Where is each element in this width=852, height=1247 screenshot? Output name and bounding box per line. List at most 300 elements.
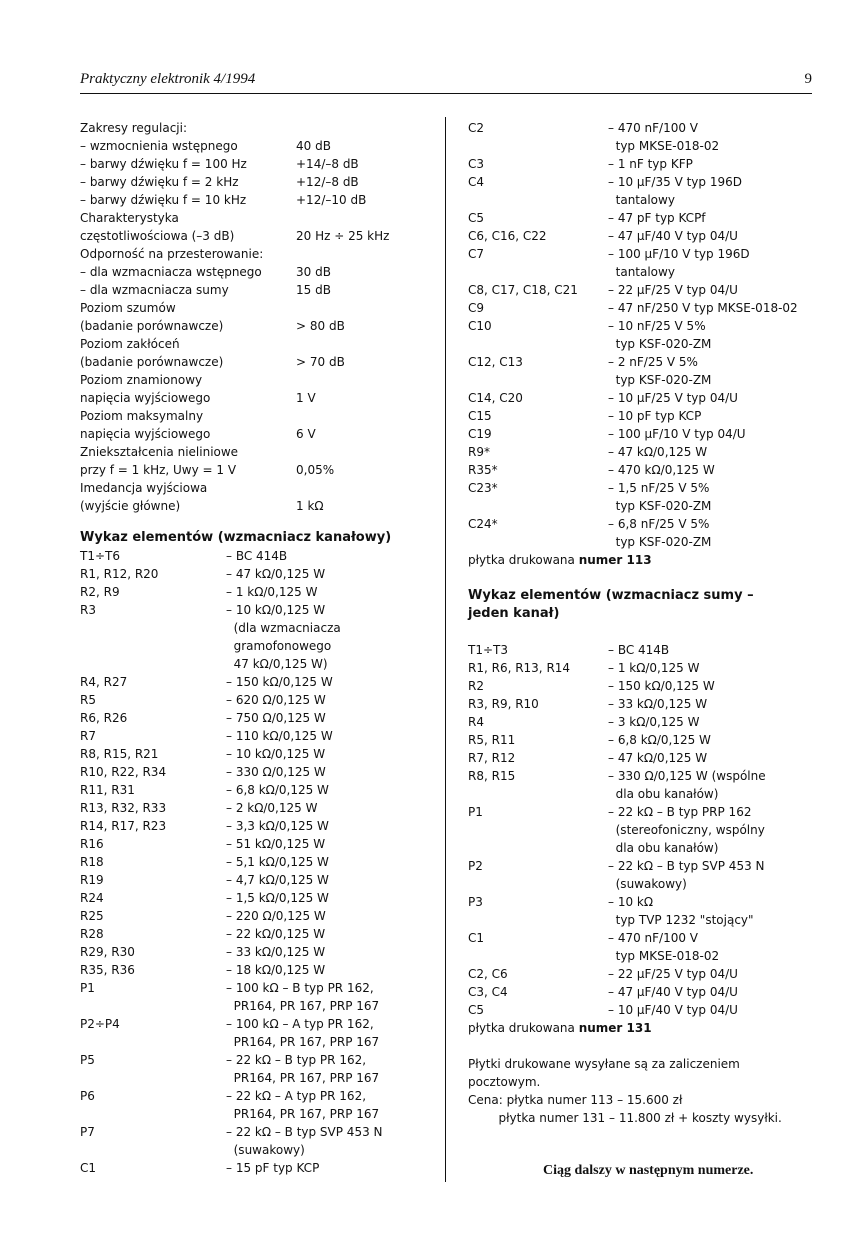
list-item — [80, 227, 436, 245]
item-label: Zakresy regulacji: — [80, 121, 188, 135]
list-item — [468, 389, 828, 407]
list-item — [468, 425, 828, 443]
list-item — [468, 407, 828, 425]
list-item — [468, 155, 828, 173]
item-value: – 620 Ω/0,125 W — [226, 693, 326, 707]
item-label: – wzmocnienia wstępnego — [80, 139, 238, 153]
list-item — [468, 965, 828, 983]
item-value: – 750 Ω/0,125 W — [226, 711, 326, 725]
item-value: 1 kΩ — [296, 499, 324, 513]
item-label: – dla wzmacniacza sumy — [80, 283, 229, 297]
list-item — [468, 983, 828, 1001]
item-value: – 470 nF/100 V — [608, 121, 699, 135]
item-value: – 110 kΩ/0,125 W — [226, 729, 333, 743]
list-item — [80, 673, 436, 691]
item-label: Poziom zakłóceń — [80, 337, 180, 351]
item-value: > 80 dB — [296, 319, 345, 333]
list-item — [80, 1159, 436, 1177]
item-value: – 22 kΩ/0,125 W — [226, 927, 326, 941]
list-item — [80, 425, 436, 443]
list-item — [80, 889, 436, 907]
running-header — [80, 71, 812, 94]
item-label: Poziom szumów — [80, 301, 176, 315]
item-label: C23* — [468, 481, 498, 495]
list-item — [80, 479, 436, 497]
item-value: – BC 414B — [226, 549, 288, 563]
item-value: – 100 kΩ – A typ PR 162, — [226, 1017, 374, 1031]
item-value: – 10 nF/25 V 5% — [608, 319, 706, 333]
item-value: – 22 kΩ – B typ SVP 453 N — [608, 859, 765, 873]
item-label: C4 — [468, 175, 485, 189]
list-item — [80, 1105, 436, 1123]
parts-heading-sum-amp-line1: Wykaz elementów (wzmacniacz sumy – — [468, 588, 754, 603]
list-item — [80, 1141, 436, 1159]
item-value: 15 dB — [296, 283, 331, 297]
item-value: – 4,7 kΩ/0,125 W — [226, 873, 329, 887]
shipping-line: Płytki drukowane wysyłane są za zaliczeniem — [468, 1057, 740, 1071]
item-label: C9 — [468, 301, 485, 315]
list-item — [80, 727, 436, 745]
list-item — [468, 515, 828, 533]
item-value: typ TVP 1232 "stojący" — [608, 913, 754, 927]
item-label: R24 — [80, 891, 104, 905]
list-item — [80, 871, 436, 889]
item-label: – dla wzmacniacza wstępnego — [80, 265, 262, 279]
list-item — [80, 943, 436, 961]
spec-list — [80, 119, 436, 515]
item-value: (suwakowy) — [226, 1143, 305, 1157]
item-value: (stereofoniczny, wspólny — [608, 823, 765, 837]
shipping-line: pocztowym. — [468, 1075, 541, 1089]
item-label: C2 — [468, 121, 485, 135]
item-label: Zniekształcenia nieliniowe — [80, 445, 239, 459]
price-line: płytka numer 131 – 11.800 zł + koszty wysyłki. — [468, 1111, 782, 1125]
item-label: R25 — [80, 909, 104, 923]
item-label: R4, R27 — [80, 675, 128, 689]
item-value: – 330 Ω/0,125 W (wspólne — [608, 769, 766, 783]
item-label: C24* — [468, 517, 498, 531]
item-label: T1÷T3 — [468, 643, 508, 657]
item-label — [468, 137, 608, 155]
item-label: (badanie porównawcze) — [80, 355, 224, 369]
item-value: typ KSF-020-ZM — [608, 373, 712, 387]
list-item — [468, 641, 828, 659]
item-label — [80, 619, 226, 637]
list-item — [80, 281, 436, 299]
item-value: gramofonowego — [226, 639, 332, 653]
list-item — [468, 461, 828, 479]
pcb-note-113: płytka drukowana numer 113 — [468, 553, 652, 567]
item-value: 47 kΩ/0,125 W) — [226, 657, 328, 671]
item-value: typ MKSE-018-02 — [608, 949, 720, 963]
list-item — [468, 929, 828, 947]
item-value: – 47 kΩ/0,125 W — [226, 567, 326, 581]
item-value: – 22 kΩ – B typ PR 162, — [226, 1053, 367, 1067]
list-item — [468, 263, 828, 281]
item-label: C8, C17, C18, C21 — [468, 283, 578, 297]
list-item — [80, 565, 436, 583]
item-value: 20 Hz ÷ 25 kHz — [296, 229, 390, 243]
list-item — [80, 263, 436, 281]
item-value: – 47 pF typ KCPf — [608, 211, 706, 225]
item-label — [468, 335, 608, 353]
item-label: C15 — [468, 409, 492, 423]
list-item — [80, 853, 436, 871]
item-label: P7 — [80, 1125, 95, 1139]
list-item — [80, 835, 436, 853]
item-value: – BC 414B — [608, 643, 670, 657]
item-label: przy f = 1 kHz, Uwy = 1 V — [80, 463, 237, 477]
list-item — [80, 299, 436, 317]
item-label: R35* — [468, 463, 498, 477]
item-label: C10 — [468, 319, 492, 333]
item-label: C7 — [468, 247, 485, 261]
item-value: – 22 kΩ – B typ SVP 453 N — [226, 1125, 383, 1139]
item-label: R7 — [80, 729, 96, 743]
list-item — [80, 1123, 436, 1141]
item-value: – 10 kΩ — [608, 895, 654, 909]
item-label: C14, C20 — [468, 391, 523, 405]
list-item — [468, 119, 828, 137]
item-label: R13, R32, R33 — [80, 801, 167, 815]
item-value: +12/–10 dB — [296, 193, 367, 207]
item-value: – 1,5 nF/25 V 5% — [608, 481, 710, 495]
item-value: – 1,5 kΩ/0,125 W — [226, 891, 329, 905]
list-item — [468, 857, 828, 875]
item-value: – 2 kΩ/0,125 W — [226, 801, 318, 815]
item-label: napięcia wyjściowego — [80, 427, 211, 441]
item-label: Charakterystyka — [80, 211, 179, 225]
item-label: C5 — [468, 1003, 485, 1017]
item-value: – 22 µF/25 V typ 04/U — [608, 283, 738, 297]
item-label: R14, R17, R23 — [80, 819, 167, 833]
item-label — [80, 1105, 226, 1123]
item-value: tantalowy — [608, 265, 675, 279]
item-label: C2, C6 — [468, 967, 508, 981]
item-label — [468, 839, 608, 857]
item-label: Poziom maksymalny — [80, 409, 204, 423]
item-value: PR164, PR 167, PRP 167 — [226, 1107, 380, 1121]
list-item — [468, 497, 828, 515]
item-value: – 33 kΩ/0,125 W — [226, 945, 326, 959]
list-item — [468, 353, 828, 371]
item-label — [80, 1069, 226, 1087]
left-column — [80, 119, 436, 1177]
item-value: (dla wzmacniacza — [226, 621, 341, 635]
item-label: R2, R9 — [80, 585, 120, 599]
list-item — [80, 925, 436, 943]
item-label: P1 — [80, 981, 95, 995]
item-value: – 6,8 nF/25 V 5% — [608, 517, 710, 531]
item-label: R16 — [80, 837, 104, 851]
item-label: C6, C16, C22 — [468, 229, 547, 243]
item-label — [468, 947, 608, 965]
item-label: R35, R36 — [80, 963, 135, 977]
list-item — [80, 961, 436, 979]
list-item — [468, 695, 828, 713]
item-label: P2 — [468, 859, 483, 873]
list-item — [468, 839, 828, 857]
list-item — [80, 907, 436, 925]
item-label: R5 — [80, 693, 96, 707]
item-label — [468, 263, 608, 281]
item-value: – 47 kΩ/0,125 W — [608, 751, 708, 765]
list-item — [468, 479, 828, 497]
list-item — [80, 1087, 436, 1105]
item-label — [468, 785, 608, 803]
list-item — [468, 191, 828, 209]
list-item — [80, 155, 436, 173]
right-column — [468, 119, 828, 1127]
item-label: P1 — [468, 805, 483, 819]
item-value: PR164, PR 167, PRP 167 — [226, 999, 380, 1013]
item-label: R29, R30 — [80, 945, 135, 959]
item-value: dla obu kanałów) — [608, 787, 719, 801]
list-item — [468, 911, 828, 929]
item-value: – 3 kΩ/0,125 W — [608, 715, 700, 729]
item-value: – 10 pF typ KCP — [608, 409, 702, 423]
item-value: – 470 kΩ/0,125 W — [608, 463, 715, 477]
list-item — [80, 781, 436, 799]
item-value: (suwakowy) — [608, 877, 687, 891]
item-label: R9* — [468, 445, 490, 459]
item-value: – 5,1 kΩ/0,125 W — [226, 855, 329, 869]
item-label: R11, R31 — [80, 783, 135, 797]
item-value: dla obu kanałów) — [608, 841, 719, 855]
item-label: C5 — [468, 211, 485, 225]
item-value: > 70 dB — [296, 355, 345, 369]
list-item — [468, 659, 828, 677]
item-label: Odporność na przesterowanie: — [80, 247, 264, 261]
list-item — [80, 997, 436, 1015]
item-label: R1, R12, R20 — [80, 567, 159, 581]
item-label: R6, R26 — [80, 711, 128, 725]
item-label: R2 — [468, 679, 484, 693]
item-label — [80, 655, 226, 673]
pcb-note-131: płytka drukowana numer 131 — [468, 1021, 652, 1035]
list-item — [468, 227, 828, 245]
item-label — [468, 191, 608, 209]
list-item — [468, 803, 828, 821]
item-label: P6 — [80, 1089, 95, 1103]
list-item — [468, 767, 828, 785]
item-value: – 2 nF/25 V 5% — [608, 355, 698, 369]
item-label: R3, R9, R10 — [468, 697, 539, 711]
list-item — [80, 763, 436, 781]
item-value: +12/–8 dB — [296, 175, 359, 189]
list-item — [468, 245, 828, 263]
list-item — [468, 713, 828, 731]
list-item — [80, 389, 436, 407]
list-item — [468, 173, 828, 191]
item-label: częstotliwościowa (–3 dB) — [80, 229, 235, 243]
list-item — [80, 497, 436, 515]
list-item — [468, 533, 828, 551]
list-item — [80, 191, 436, 209]
list-item — [80, 601, 436, 619]
item-label — [80, 637, 226, 655]
item-value: – 10 µF/40 V typ 04/U — [608, 1003, 738, 1017]
item-value: – 47 µF/40 V typ 04/U — [608, 229, 738, 243]
item-label — [468, 911, 608, 929]
item-value: +14/–8 dB — [296, 157, 359, 171]
item-value: typ MKSE-018-02 — [608, 139, 720, 153]
list-item — [80, 245, 436, 263]
list-item — [468, 371, 828, 389]
list-item — [468, 317, 828, 335]
list-item — [468, 749, 828, 767]
list-item — [468, 821, 828, 839]
list-item — [80, 137, 436, 155]
item-value: – 150 kΩ/0,125 W — [608, 679, 715, 693]
item-label: R5, R11 — [468, 733, 516, 747]
parts-list-channel-amp-continued — [468, 119, 828, 551]
item-label: C1 — [468, 931, 485, 945]
item-label: – barwy dźwięku f = 10 kHz — [80, 193, 247, 207]
list-item — [80, 745, 436, 763]
item-label: C12, C13 — [468, 355, 523, 369]
item-label — [468, 875, 608, 893]
item-label: C3, C4 — [468, 985, 508, 999]
list-item — [468, 731, 828, 749]
parts-heading-sum-amp-line2: jeden kanał) — [468, 606, 560, 621]
item-value: 0,05% — [296, 463, 335, 477]
item-label: T1÷T6 — [80, 549, 120, 563]
list-item — [80, 443, 436, 461]
item-label: – barwy dźwięku f = 2 kHz — [80, 175, 239, 189]
item-label: R8, R15, R21 — [80, 747, 159, 761]
item-label — [468, 533, 608, 551]
item-value: PR164, PR 167, PRP 167 — [226, 1071, 380, 1085]
list-item — [80, 353, 436, 371]
list-item — [80, 979, 436, 997]
item-value: 30 dB — [296, 265, 331, 279]
item-value: typ KSF-020-ZM — [608, 535, 712, 549]
list-item — [468, 335, 828, 353]
item-value: – 10 µF/35 V typ 196D — [608, 175, 742, 189]
list-item — [468, 677, 828, 695]
item-value: typ KSF-020-ZM — [608, 337, 712, 351]
item-value: – 220 Ω/0,125 W — [226, 909, 326, 923]
list-item — [468, 947, 828, 965]
item-value: – 100 kΩ – B typ PR 162, — [226, 981, 374, 995]
item-value: – 100 µF/10 V typ 196D — [608, 247, 750, 261]
list-item — [468, 137, 828, 155]
item-label: C1 — [80, 1161, 97, 1175]
item-value: – 3,3 kΩ/0,125 W — [226, 819, 329, 833]
parts-list-channel-amp — [80, 547, 436, 1177]
item-value: – 1 kΩ/0,125 W — [226, 585, 318, 599]
item-label: Poziom znamionowy — [80, 373, 203, 387]
item-label: (wyjście główne) — [80, 499, 181, 513]
item-value: – 22 kΩ – B typ PRP 162 — [608, 805, 752, 819]
item-label: R1, R6, R13, R14 — [468, 661, 571, 675]
list-item — [80, 317, 436, 335]
item-label: R28 — [80, 927, 104, 941]
item-value: – 6,8 kΩ/0,125 W — [226, 783, 329, 797]
item-value: – 6,8 kΩ/0,125 W — [608, 733, 711, 747]
list-item — [80, 407, 436, 425]
item-label — [468, 371, 608, 389]
item-value: – 1 kΩ/0,125 W — [608, 661, 700, 675]
list-item — [468, 875, 828, 893]
list-item — [80, 655, 436, 673]
list-item — [80, 209, 436, 227]
list-item — [80, 709, 436, 727]
list-item — [80, 119, 436, 137]
list-item — [80, 1069, 436, 1087]
price-line: Cena: płytka numer 113 – 15.600 zł — [468, 1093, 683, 1107]
item-label — [80, 1141, 226, 1159]
item-value: – 47 kΩ/0,125 W — [608, 445, 708, 459]
item-label: R4 — [468, 715, 484, 729]
item-value: – 10 µF/25 V typ 04/U — [608, 391, 738, 405]
item-value: – 100 µF/10 V typ 04/U — [608, 427, 746, 441]
list-item — [80, 1015, 436, 1033]
item-label: R7, R12 — [468, 751, 516, 765]
item-value: – 1 nF typ KFP — [608, 157, 693, 171]
list-item — [80, 583, 436, 601]
list-item — [80, 547, 436, 565]
item-value: 6 V — [296, 427, 316, 441]
list-item — [80, 637, 436, 655]
list-item — [468, 443, 828, 461]
item-value: – 47 nF/250 V typ MKSE-018-02 — [608, 301, 798, 315]
item-value: – 150 kΩ/0,125 W — [226, 675, 333, 689]
list-item — [80, 173, 436, 191]
item-label: R19 — [80, 873, 104, 887]
list-item — [80, 691, 436, 709]
list-item — [80, 1051, 436, 1069]
column-divider — [445, 117, 446, 1182]
continued-note: Ciąg dalszy w następnym numerze. — [543, 1163, 754, 1178]
list-item — [468, 209, 828, 227]
list-item — [80, 1033, 436, 1051]
item-value: PR164, PR 167, PRP 167 — [226, 1035, 380, 1049]
item-value: tantalowy — [608, 193, 675, 207]
item-value: – 22 µF/25 V typ 04/U — [608, 967, 738, 981]
item-label: (badanie porównawcze) — [80, 319, 224, 333]
parts-heading-channel-amp: Wykaz elementów (wzmacniacz kanałowy) — [80, 530, 392, 545]
item-value: 40 dB — [296, 139, 331, 153]
item-label: R18 — [80, 855, 104, 869]
list-item — [80, 619, 436, 637]
item-value: – 470 nF/100 V — [608, 931, 699, 945]
item-value: – 51 kΩ/0,125 W — [226, 837, 326, 851]
parts-list-sum-amp — [468, 641, 828, 1019]
item-value: – 22 kΩ – A typ PR 162, — [226, 1089, 367, 1103]
item-label: napięcia wyjściowego — [80, 391, 211, 405]
item-label — [468, 821, 608, 839]
item-label: P5 — [80, 1053, 95, 1067]
item-label: – barwy dźwięku f = 100 Hz — [80, 157, 247, 171]
item-label — [80, 1033, 226, 1051]
item-label: R8, R15 — [468, 769, 516, 783]
list-item — [80, 371, 436, 389]
list-item — [468, 893, 828, 911]
item-label: C19 — [468, 427, 492, 441]
item-label: P2÷P4 — [80, 1017, 120, 1031]
item-value: – 15 pF typ KCP — [226, 1161, 320, 1175]
list-item — [80, 799, 436, 817]
item-value: – 18 kΩ/0,125 W — [226, 963, 326, 977]
item-value: – 330 Ω/0,125 W — [226, 765, 326, 779]
item-label: Imedancja wyjściowa — [80, 481, 208, 495]
item-value: 1 V — [296, 391, 316, 405]
item-value: – 47 µF/40 V typ 04/U — [608, 985, 738, 999]
page-number: 9 — [804, 71, 812, 87]
item-label — [80, 997, 226, 1015]
